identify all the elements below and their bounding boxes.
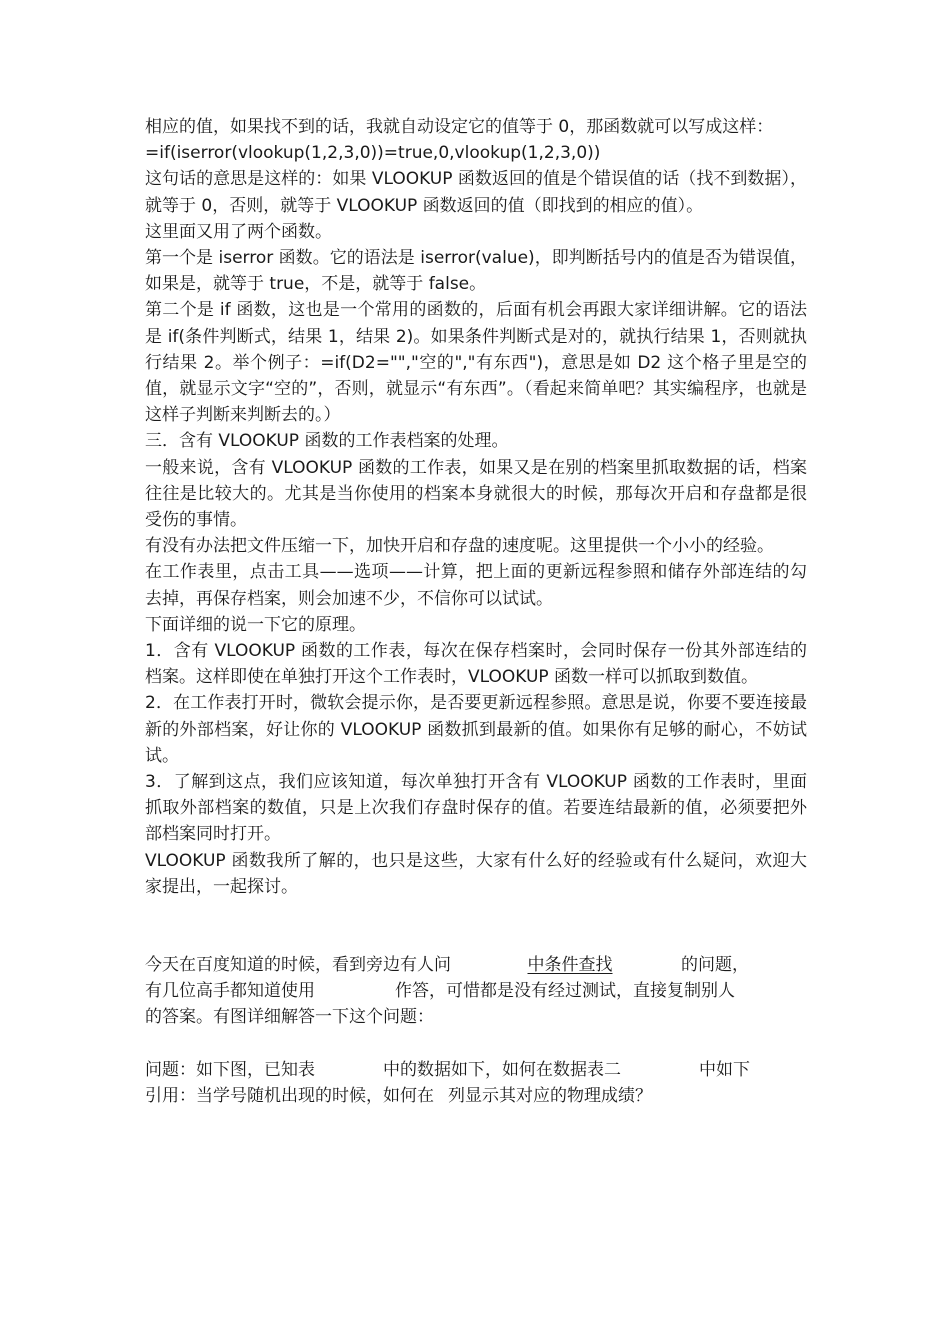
paragraph: 下面详细的说一下它的原理。 <box>145 614 366 635</box>
paragraph: 一般来说，含有 VLOOKUP 函数的工作表，如果又是在别的档案里抓取数据的话，档案往往是比较大的。尤其是当你使用的档案本身就很大的时候，那每次开启和存盘都是很受伤的事情。 <box>145 457 807 531</box>
question-text: 问题：如下图，已知表 <box>145 1059 315 1080</box>
question-block <box>145 1057 807 1109</box>
formula-line: =if(iserror(vlookup(1,2,3,0))=true,0,vlookup(1,2,3,0)) <box>145 143 601 164</box>
intro-line <box>145 978 807 1004</box>
intro-text: 有几位高手都知道使用 <box>145 981 315 1002</box>
intro-line <box>145 952 807 978</box>
paragraph: 第一个是 iserror 函数。它的语法是 iserror(value)，即判断括号内的值是否为错误值，如果是，就等于 true，不是，就等于 false。 <box>145 248 807 295</box>
question-text: 中如下 <box>699 1059 750 1080</box>
intro-text: 作答，可惜都是没有经过测试，直接复制别人 <box>395 981 735 1002</box>
paragraph: 在工作表里，点击工具——选项——计算，把上面的更新远程参照和储存外部连结的勾去掉，再保存档案，则会加速不少，不信你可以试试。 <box>145 562 807 609</box>
list-item: 1．含有 VLOOKUP 函数的工作表，每次在保存档案时，会同时保存一份其外部连结的档案。这样即使在单独打开这个工作表时，VLOOKUP 函数一样可以抓取到数值。 <box>145 641 807 688</box>
spacer <box>145 1031 807 1057</box>
intro-line: 的答案。有图详细解答一下这个问题： <box>145 1007 434 1028</box>
intro-text: 的问题， <box>681 955 749 976</box>
question-text: 中的数据如下，如何在数据表二 <box>383 1059 621 1080</box>
intro-text: 今天在百度知道的时候，看到旁边有人问 <box>145 955 451 976</box>
paragraph: VLOOKUP 函数我所了解的，也只是这些，大家有什么好的经验或有什么疑问，欢迎大家提出，一起探讨。 <box>145 850 807 897</box>
paragraph: 第二个是 if 函数，这也是一个常用的函数的，后面有机会再跟大家详细讲解。它的语法是 if(条件判断式，结果 1，结果 2)。如果条件判断式是对的，就执行结果 1，否则就执行结果 2。举个例子：=if(D2="","空的","有东西")，意思是如 D2 这个格子里是空的值，就显示文字“空的”，否则，就显示“有东西”。（看起来简单吧？其实编程序，也就是这样子判断来判断去的。） <box>145 300 807 426</box>
paragraph: 相应的值，如果找不到的话，我就自动设定它的值等于 0，那函数就可以写成这样： <box>145 117 774 137</box>
spacer <box>145 900 807 952</box>
topic-link[interactable]: 中条件查找 <box>527 955 613 976</box>
question-text: 列显示其对应的物理成绩？ <box>448 1085 652 1106</box>
paragraph: 这句话的意思是这样的：如果 VLOOKUP 函数返回的值是个错误值的话（找不到数据），就等于 0，否则，就等于 VLOOKUP 函数返回的值（即找到的相应的值）。 <box>145 169 807 216</box>
paragraph: 有没有办法把文件压缩一下，加快开启和存盘的速度呢。这里提供一个小小的经验。 <box>145 536 774 557</box>
intro-block <box>145 952 807 1031</box>
list-item: 2．在工作表打开时，微软会提示你，是否要更新远程参照。意思是说，你要不要连接最新的外部档案，好让你的 VLOOKUP 函数抓到最新的值。如果你有足够的耐心，不妨试试。 <box>145 693 807 766</box>
section-heading: 三．含有 VLOOKUP 函数的工作表档案的处理。 <box>145 431 509 452</box>
paragraph: 这里面又用了两个函数。 <box>145 221 332 242</box>
question-line <box>145 1057 807 1083</box>
document-body <box>145 114 807 1109</box>
question-line <box>145 1083 807 1109</box>
question-text: 引用：当学号随机出现的时候，如何在 <box>145 1085 434 1106</box>
list-item: 3．了解到这点，我们应该知道，每次单独打开含有 VLOOKUP 函数的工作表时，里面抓取外部档案的数值，只是上次我们存盘时保存的值。若要连结最新的值，必须要把外部档案同时打开。 <box>145 772 807 845</box>
